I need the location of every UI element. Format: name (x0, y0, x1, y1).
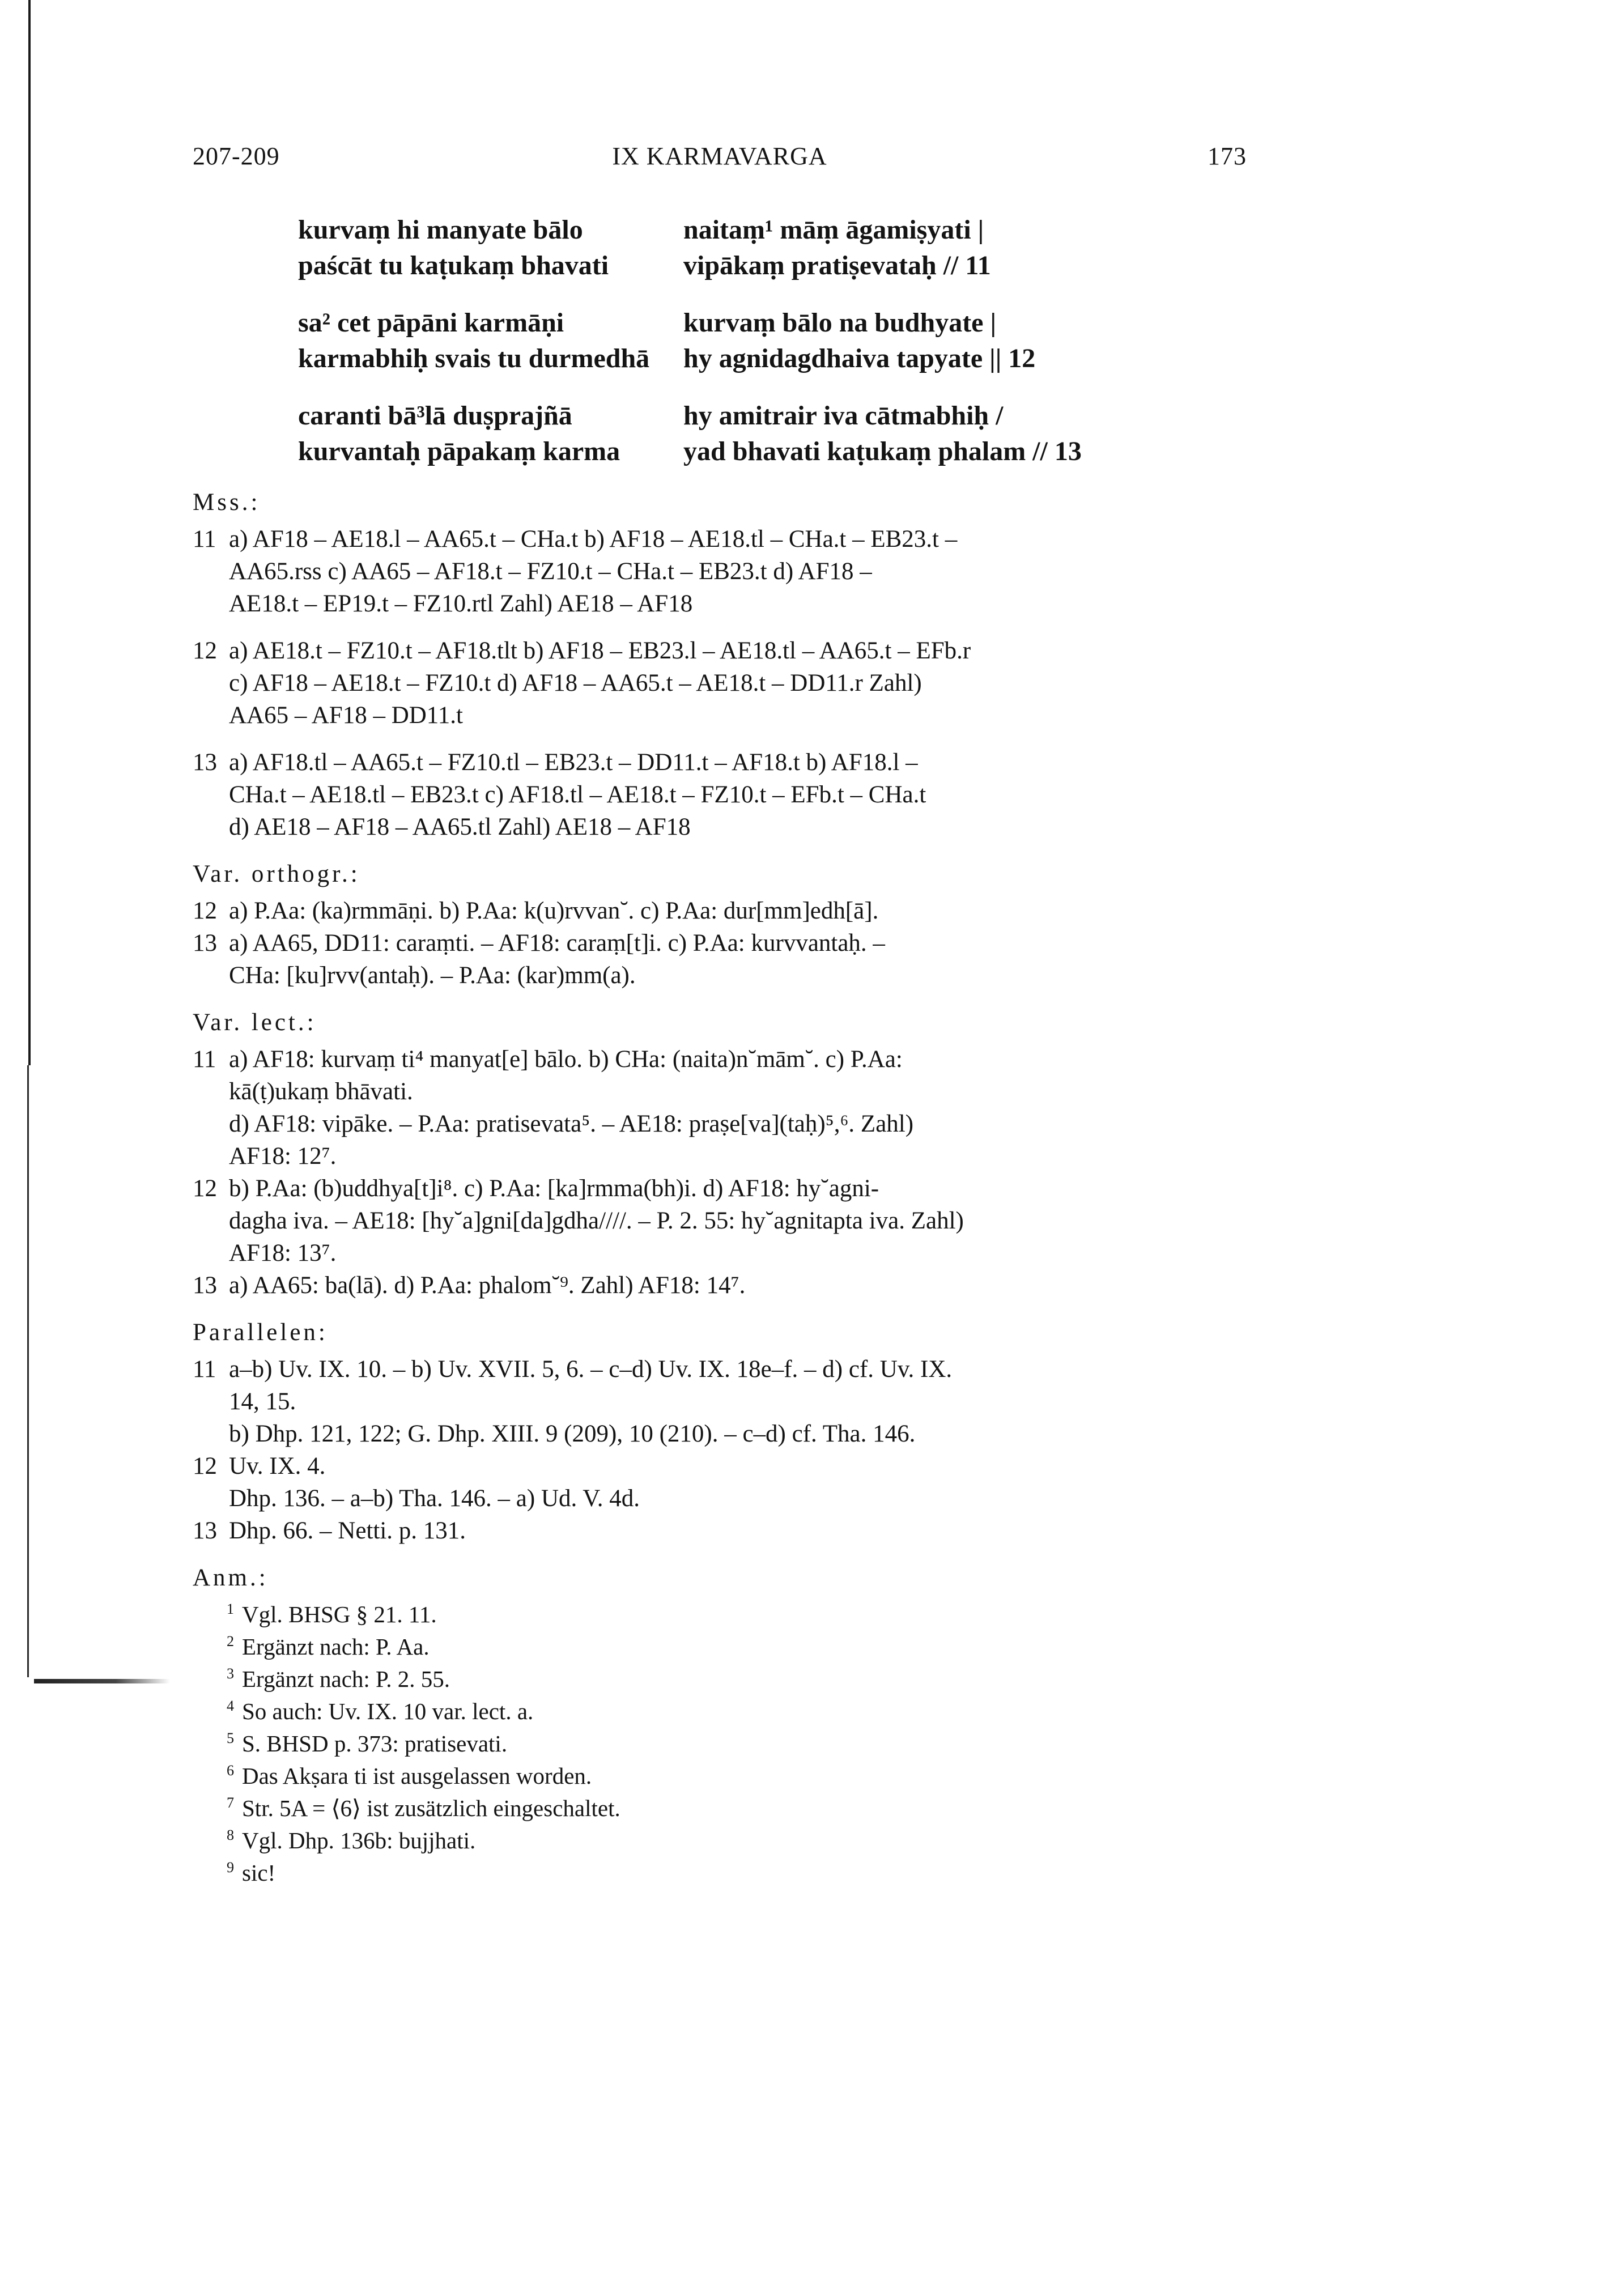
apparatus-entry (193, 1272, 1247, 1304)
apparatus-entry (193, 897, 1247, 929)
entry-line: b) Dhp. 121, 122; G. Dhp. XIII. 9 (209), 10 (210). – c–d) cf. Tha. 146. (229, 1421, 916, 1447)
section-title: Parallelen: (193, 1319, 328, 1346)
var-orthogr-section (193, 860, 1247, 994)
entry-line: CHa: [ku]rvv(antaḥ). – P.Aa: (kar)mm(a). (229, 962, 636, 989)
anm-section (193, 1564, 1247, 1891)
footnote-mark: 1 (227, 1601, 234, 1618)
verse-line (298, 431, 1247, 467)
apparatus-entry (193, 1355, 1247, 1452)
entry-line: d) AF18: vipāke. – P.Aa: pratisevata⁵. – AE18: praṣe[va](taḥ)⁵,⁶. Zahl) (229, 1111, 914, 1137)
footnote-mark: 4 (227, 1698, 234, 1715)
entry-number: 12 (193, 1453, 217, 1479)
scan-edge-line (28, 0, 31, 1065)
entry-line: a) AA65: ba(lā). d) P.Aa: phalom˘⁹. Zahl) AF18: 14⁷. (229, 1272, 746, 1299)
parallelen-section (193, 1319, 1247, 1549)
entry-number: 12 (193, 1175, 217, 1202)
verse-pada: hy agnidagdhaiva tapyate || 12 (683, 343, 1036, 373)
verse-11 (298, 210, 1247, 281)
entry-line: c) AF18 – AE18.t – FZ10.t d) AF18 – AA65.t – AE18.t – DD11.r Zahl) (229, 670, 922, 696)
footnote-mark: 5 (227, 1730, 234, 1747)
entry-line: a) AF18.tl – AA65.t – FZ10.tl – EB23.t – DD11.t – AF18.t b) AF18.l – (229, 749, 918, 776)
footnote (227, 1698, 1247, 1730)
section-title: Var. orthogr.: (193, 861, 360, 887)
verse-pada: naitaṃ¹ māṃ āgamiṣyati | (683, 215, 984, 245)
footnote (227, 1859, 1247, 1891)
apparatus-entry (193, 1045, 1247, 1175)
entry-line: Dhp. 136. – a–b) Tha. 146. – a) Ud. V. 4d. (229, 1485, 640, 1512)
footnote-mark: 9 (227, 1859, 234, 1876)
apparatus-entry (193, 749, 1247, 845)
page (193, 142, 1247, 1891)
footnote-text: So auch: Uv. IX. 10 var. lect. a. (242, 1698, 534, 1724)
entry-line: a) AF18: kurvaṃ ti⁴ manyat[e] bālo. b) CHa: (naita)n˘mām˘. c) P.Aa: (229, 1046, 903, 1073)
footnote (227, 1827, 1247, 1859)
footnote-text: Str. 5A = ⟨6⟩ ist zusätzlich eingeschaltet. (242, 1795, 620, 1821)
entry-line: a–b) Uv. IX. 10. – b) Uv. XVII. 5, 6. – c–d) Uv. IX. 18e–f. – d) cf. Uv. IX. (229, 1356, 953, 1383)
entry-number: 11 (193, 526, 216, 552)
footnote (227, 1795, 1247, 1827)
footnote-text: sic! (242, 1860, 276, 1886)
verse-pada: paścāt tu kaṭukaṃ bhavati (298, 250, 609, 280)
page-range: 207-209 (193, 142, 280, 170)
footnote-text: S. BHSD p. 373: pratisevati. (242, 1730, 508, 1757)
entry-line: 14, 15. (229, 1388, 296, 1415)
chapter-title: IX KARMAVARGA (612, 142, 827, 170)
apparatus-entry (193, 1517, 1247, 1549)
footnote-mark: 8 (227, 1827, 234, 1844)
footnote-list (227, 1601, 1247, 1891)
entry-number: 11 (193, 1046, 216, 1073)
entry-line: a) AA65, DD11: caraṃti. – AF18: caraṃ[t]i. c) P.Aa: kurvvantaḥ. – (229, 930, 885, 956)
page-number: 173 (1208, 142, 1247, 170)
verse-line (298, 210, 1247, 245)
verse-line (298, 396, 1247, 431)
footnote-text: Vgl. BHSG § 21. 11. (242, 1601, 437, 1627)
verse-block (298, 210, 1247, 467)
mss-section (193, 488, 1247, 845)
verse-pada: kurvaṃ hi manyate bālo (298, 215, 583, 245)
entry-line: b) P.Aa: (b)uddhya[t]i⁸. c) P.Aa: [ka]rmma(bh)i. d) AF18: hy˘agni- (229, 1175, 879, 1202)
apparatus-entry (193, 525, 1247, 622)
entry-line: AA65 – AF18 – DD11.t (229, 702, 463, 729)
entry-number: 12 (193, 637, 217, 664)
verse-line (298, 303, 1247, 338)
entry-line: CHa.t – AE18.tl – EB23.t c) AF18.tl – AE18.t – FZ10.t – EFb.t – CHa.t (229, 781, 926, 808)
verse-line (298, 338, 1247, 374)
footnote (227, 1633, 1247, 1665)
entry-line: a) AF18 – AE18.l – AA65.t – CHa.t b) AF18 – AE18.tl – CHa.t – EB23.t – (229, 526, 958, 552)
footnote-text: Vgl. Dhp. 136b: bujjhati. (242, 1827, 476, 1853)
entry-number: 13 (193, 749, 217, 776)
verse-pada: kurvaṃ bālo na budhyate | (683, 308, 997, 338)
verse-pada: vipākaṃ pratiṣevataḥ // 11 (683, 250, 991, 280)
entry-line: AF18: 12⁷. (229, 1143, 337, 1170)
entry-number: 11 (193, 1356, 216, 1383)
var-lect-section (193, 1009, 1247, 1304)
entry-line: a) AE18.t – FZ10.t – AF18.tlt b) AF18 – EB23.l – AE18.tl – AA65.t – EFb.r (229, 637, 971, 664)
verse-pada: hy amitrair iva cātmabhiḥ / (683, 401, 1004, 431)
entry-number: 13 (193, 1272, 217, 1299)
verse-12 (298, 303, 1247, 374)
entry-line: AA65.rss c) AA65 – AF18.t – FZ10.t – CHa.t – EB23.t d) AF18 – (229, 558, 872, 585)
verse-pada: karmabhiḥ svais tu durmedhā (298, 343, 650, 373)
entry-line: Dhp. 66. – Netti. p. 131. (229, 1517, 466, 1544)
apparatus-entry (193, 1175, 1247, 1272)
footnote-mark: 3 (227, 1665, 234, 1682)
entry-line: dagha iva. – AE18: [hy˘a]gni[da]gdha////. – P. 2. 55: hy˘agnitapta iva. Zahl) (229, 1207, 964, 1234)
verse-pada: yad bhavati kaṭukaṃ phalam // 13 (683, 436, 1082, 466)
section-title: Var. lect.: (193, 1009, 317, 1036)
verse-13 (298, 396, 1247, 467)
verse-pada: kurvantaḥ pāpakaṃ karma (298, 436, 620, 466)
entry-line: kā(ṭ)ukaṃ bhāvati. (229, 1078, 413, 1105)
entry-number: 13 (193, 930, 217, 956)
section-title: Anm.: (193, 1564, 269, 1591)
footnote-text: Ergänzt nach: P. Aa. (242, 1634, 430, 1660)
scan-edge-line-lower (27, 1065, 29, 1677)
entry-number: 12 (193, 898, 217, 924)
section-title: Mss.: (193, 489, 261, 516)
verse-pada: sa² cet pāpāni karmāṇi (298, 308, 564, 338)
verse-line (298, 245, 1247, 281)
running-header (193, 142, 1247, 193)
footnote-mark: 2 (227, 1633, 234, 1650)
footnote (227, 1665, 1247, 1698)
footnote (227, 1601, 1247, 1633)
entry-line: AF18: 13⁷. (229, 1240, 337, 1266)
apparatus-entry (193, 1452, 1247, 1517)
footnote (227, 1730, 1247, 1762)
entry-line: a) P.Aa: (ka)rmmāṇi. b) P.Aa: k(u)rvvan˘. c) P.Aa: dur[mm]edh[ā]. (229, 898, 879, 924)
verse-pada: caranti bā³lā duṣprajñā (298, 401, 572, 431)
entry-line: Uv. IX. 4. (229, 1453, 326, 1479)
footnote-mark: 6 (227, 1762, 234, 1779)
apparatus-entry (193, 637, 1247, 734)
entry-number: 13 (193, 1517, 217, 1544)
apparatus-entry (193, 929, 1247, 994)
entry-line: d) AE18 – AF18 – AA65.tl Zahl) AE18 – AF18 (229, 814, 691, 840)
entry-line: AE18.t – EP19.t – FZ10.rtl Zahl) AE18 – AF18 (229, 590, 693, 617)
footnote-mark: 7 (227, 1795, 234, 1812)
scan-edge-mark (34, 1679, 170, 1683)
footnote (227, 1762, 1247, 1795)
footnote-text: Das Akṣara ti ist ausgelassen worden. (242, 1763, 592, 1789)
footnote-text: Ergänzt nach: P. 2. 55. (242, 1666, 450, 1692)
